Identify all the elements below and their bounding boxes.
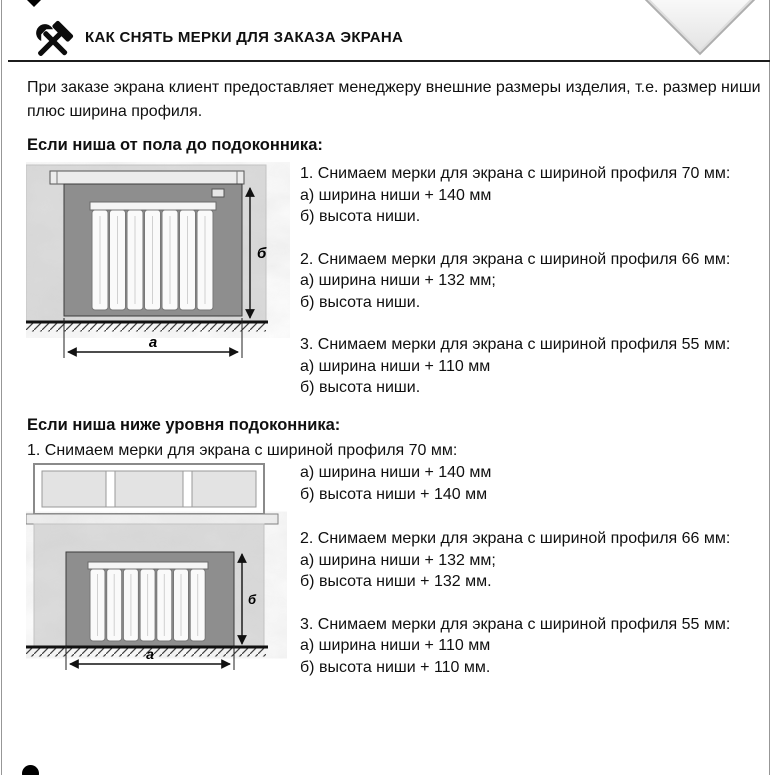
section1-heading: Если ниша от пола до подоконника: [27,136,323,154]
page-edge-line-left [1,0,2,775]
fig2-width-dim-label: а [146,646,154,662]
measure-item [300,334,775,399]
measure-item-line: б) высота ниши. [300,208,421,225]
measure-item-line: а) ширина ниши + 132 мм; [300,551,496,569]
page-bottom-bullet [22,765,39,775]
fig2-height-dim-label: б [248,592,257,607]
section1-measure-list [300,163,775,420]
intro-paragraph: При заказе экрана клиент предоставляет менеджеру внешние размеры изделия, т.е. размер ниши плюс ширина профиля. [27,79,761,120]
measure-item-line: б) высота ниши + 140 мм [300,485,488,503]
measure-item-title: 2. Снимаем мерки для экрана с шириной профиля 66 мм: [300,250,731,268]
measure-item-title: 2. Снимаем мерки для экрана с шириной профиля 66 мм: [300,530,731,547]
fig1-height-dim-label: б [257,245,267,262]
section2-measure-list [300,528,775,699]
measure-item [300,614,775,679]
top-left-mark [27,0,41,7]
measure-item-line: б) высота ниши + 110 мм. [300,658,491,676]
measure-item-line: б) высота ниши. [300,293,421,311]
page-title: КАК СНЯТЬ МЕРКИ ДЛЯ ЗАКАЗА ЭКРАНА [85,29,404,46]
fig1-width-dim-label: а [148,334,158,351]
tools-icon [28,18,78,64]
measure-item-line: а) ширина ниши + 140 мм [300,464,492,481]
measure-item-line: б) высота ниши + 132 мм. [300,573,492,590]
measure-item-lines [300,462,491,505]
measure-item-title: 3. Снимаем мерки для экрана с шириной профиля 55 мм: [300,336,731,353]
measure-item-line: б) высота ниши. [300,379,421,396]
header-divider [8,60,770,62]
figure-niche-below-sill [26,462,294,707]
measure-item-line: а) ширина ниши + 140 мм [300,186,492,204]
section2-heading: Если ниша ниже уровня подоконника: [27,416,341,434]
figure-niche-floor-to-sill [26,162,294,404]
measure-item-title: 3. Снимаем мерки для экрана с шириной профиля 55 мм: [300,615,731,633]
measure-item-title: 1. Снимаем мерки для экрана с шириной профиля 70 мм: [300,165,731,182]
measure-item [300,249,775,314]
measure-item [300,163,775,228]
measure-item-line: а) ширина ниши + 110 мм [300,637,491,654]
measure-item [300,528,775,593]
corner-diamond-decoration [621,0,779,55]
measure-item-line: а) ширина ниши + 132 мм; [300,272,496,289]
measure-item-title: 1. Снимаем мерки для экрана с шириной профиля 70 мм: [27,442,458,459]
measure-item-line: а) ширина ниши + 110 мм [300,357,491,375]
